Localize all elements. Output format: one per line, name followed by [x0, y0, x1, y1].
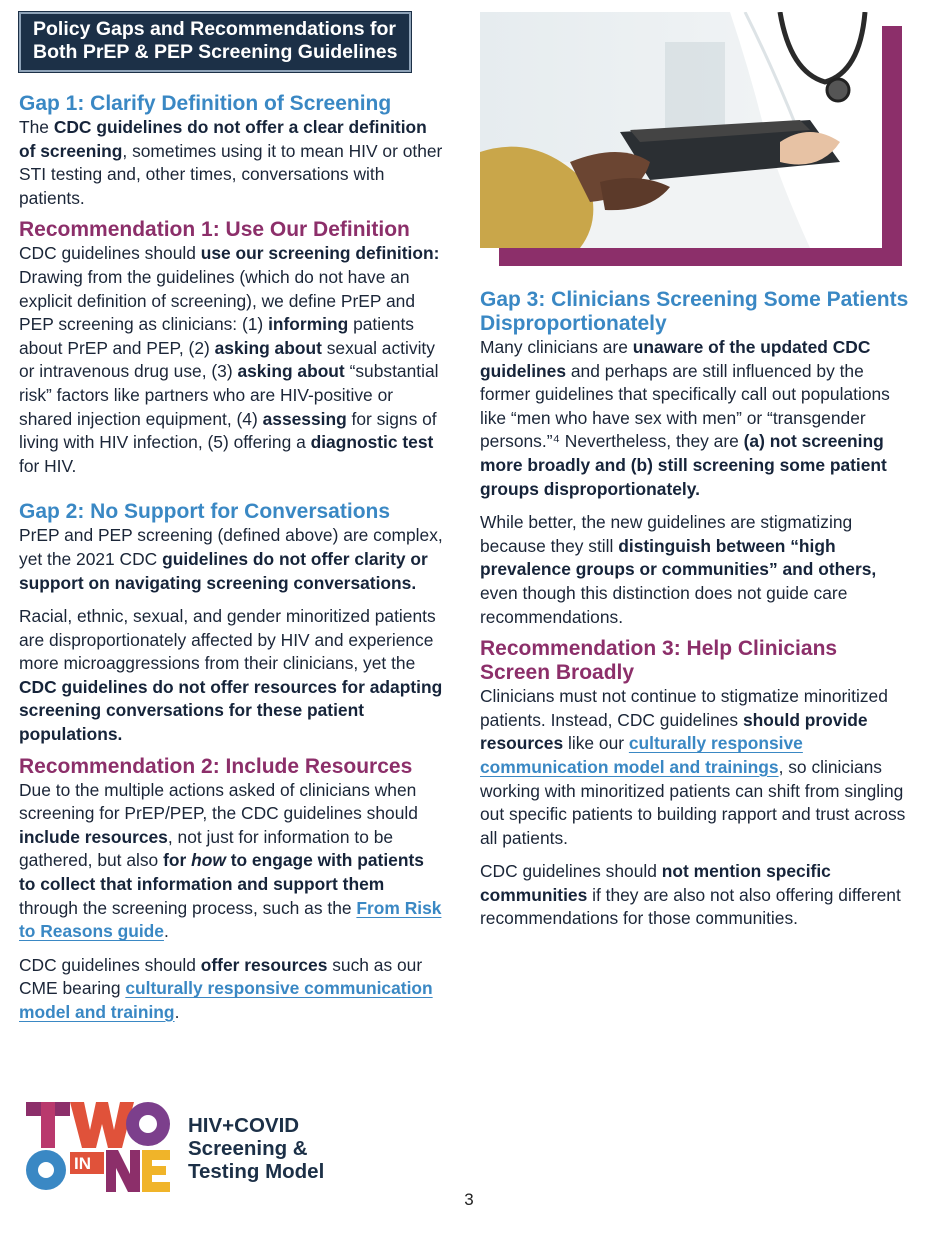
rec3-body-2: CDC guidelines should not mention specific communities if they are also not also offering different recommendations for those communities. [480, 861, 901, 929]
page-number: 3 [464, 1190, 474, 1209]
right-column [480, 288, 912, 931]
rec3-body-1: Clinicians must not continue to stigmatize minoritized patients. Instead, CDC guidelines should provide resources like our culturally responsive communication model and trainings, so clinicians working with minoritized patients can shift from singling out specific patients to building rapport and trust across all patients. [480, 686, 906, 848]
logo-wordmark [188, 1114, 324, 1183]
rec3-heading: Recommendation 3: Help Clinicians Screen Broadly [480, 637, 838, 685]
gap3-heading: Gap 3: Clinicians Screening Some Patients Disproportionately [480, 288, 909, 335]
rec2-heading: Recommendation 2: Include Resources [19, 754, 413, 778]
gap2-body-1: PrEP and PEP screening (defined above) are complex, yet the 2021 CDC guidelines do not offer clarity or support on navigating screening conversations. [19, 525, 443, 593]
two-in-one-logo [26, 1098, 356, 1194]
logo-line-1: HIV+COVID [188, 1114, 300, 1137]
rec2-body-2: CDC guidelines should offer resources such as our CME bearing culturally responsive communication model and training. [19, 954, 433, 1022]
two-in-one-logo-mark [26, 1098, 176, 1194]
gap3-body-1: Many clinicians are unaware of the updated CDC guidelines and perhaps are still influenced by the former guidelines that specifically call out populations like “men who have sex with men” or “transgender persons.”⁴ Nevertheless, they are (a) not screening more broadly and (b) still screening some patient groups disproportionately. [480, 337, 890, 499]
left-column [19, 12, 444, 1025]
gap1-heading: Gap 1: Clarify Definition of Screening [19, 92, 392, 115]
rec1-body: CDC guidelines should use our screening definition: Drawing from the guidelines (which do not have an explicit definition of screening), we define PrEP and PEP screening as clinicians: (1) informing patients about PrEP and PEP, (2) asking about sexual activity or intravenous drug use, (3) asking about “substantial risk” factors like partners who are HIV-positive or shared injection equipment, (4) assessing for signs of living with HIV infection, (5) offering a diagnostic test for HIV. [19, 243, 440, 476]
photo-image [480, 12, 882, 248]
section-banner [19, 12, 411, 72]
clinician-photo [480, 12, 902, 268]
rec2-body-1: Due to the multiple actions asked of clinicians when screening for PrEP/PEP, the CDC guidelines should include resources, not just for information to be gathered, but also for how to engage with patients to collect that information and support them through the screening process, such as the From Risk to Reasons guide. [19, 779, 442, 942]
communication-trainings-link[interactable]: culturally responsive communication model and trainings [480, 733, 803, 777]
banner-line-1: Policy Gaps and Recommendations for [33, 18, 396, 40]
banner-line-2: Both PrEP & PEP Screening Guidelines [33, 41, 398, 63]
gap3-body-2: While better, the new guidelines are stigmatizing because they still distinguish between “high prevalence groups or communities” and others, even though this distinction does not guide care recommendations. [480, 512, 877, 627]
svg-text:IN: IN [74, 1154, 91, 1173]
from-risk-to-reasons-link[interactable]: From Risk to Reasons guide [19, 897, 442, 942]
logo-line-3: Testing Model [188, 1160, 325, 1183]
cme-training-link[interactable]: culturally responsive communication model and training [19, 978, 433, 1022]
gap1-body: The CDC guidelines do not offer a clear definition of screening, sometimes using it to mean HIV or other STI testing and, other times, conversations with patients. [19, 117, 443, 208]
logo-line-2: Screening & [188, 1137, 308, 1160]
gap2-heading: Gap 2: No Support for Conversations [19, 500, 391, 524]
gap2-body-2: Racial, ethnic, sexual, and gender minoritized patients are disproportionately affected by HIV and experience more microaggressions from their clinicians, yet the CDC guidelines do not offer resources for adapting screening conversations for these patient populations. [19, 606, 443, 745]
rec1-heading: Recommendation 1: Use Our Definition [19, 218, 410, 242]
